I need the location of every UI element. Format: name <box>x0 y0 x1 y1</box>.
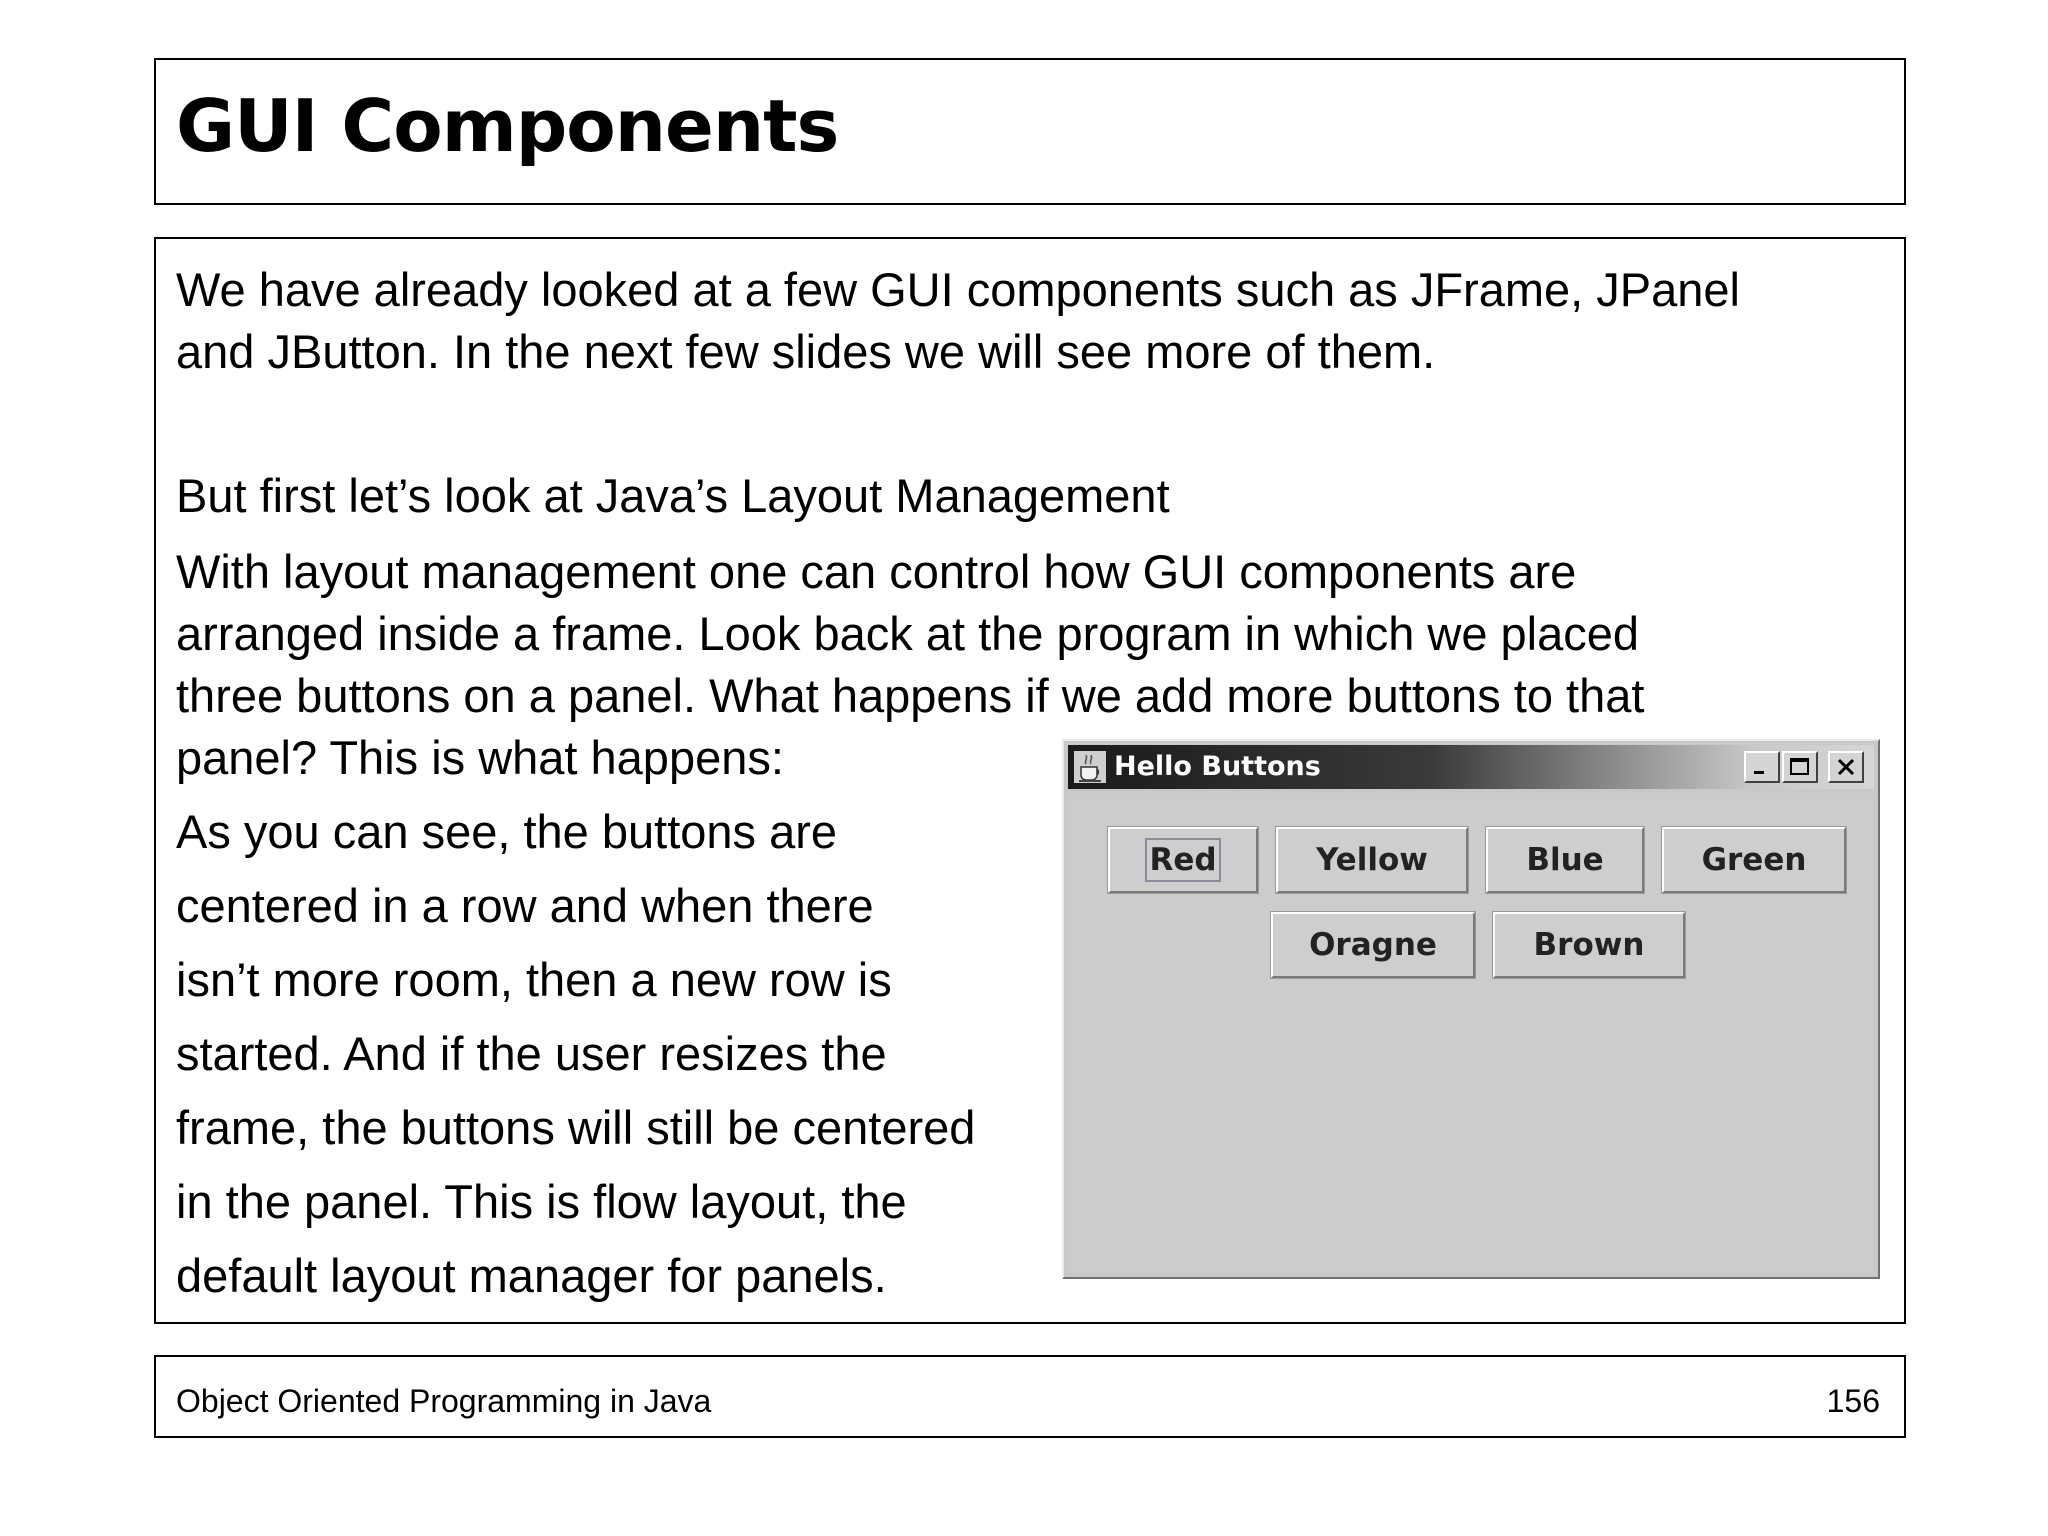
window-titlebar[interactable] <box>1068 745 1874 789</box>
slide-title: GUI Components <box>176 84 839 168</box>
body-text-line: and JButton. In the next few slides we will see more of them. <box>176 325 1436 378</box>
red-button[interactable]: Red <box>1108 827 1258 893</box>
body-text-line: With layout management one can control how GUI components are <box>176 545 1577 598</box>
body-text-line: frame, the buttons will still be centered <box>176 1101 976 1154</box>
close-icon <box>1834 756 1858 778</box>
yellow-button[interactable]: Yellow <box>1276 827 1468 893</box>
blue-button[interactable]: Blue <box>1486 827 1644 893</box>
close-button[interactable] <box>1828 751 1864 783</box>
body-text-line: panel? This is what happens: <box>176 731 784 784</box>
maximize-icon <box>1788 756 1812 778</box>
body-text-line: default layout manager for panels. <box>176 1249 887 1302</box>
minimize-icon <box>1750 756 1774 778</box>
body-text-line: three buttons on a panel. What happens if we add more buttons to that <box>176 669 1645 722</box>
minimize-button[interactable] <box>1744 751 1780 783</box>
body-text-line: centered in a row and when there <box>176 879 874 932</box>
body-text-line: But first let’s look at Java’s Layout Management <box>176 469 1170 522</box>
body-text-line: arranged inside a frame. Look back at the program in which we placed <box>176 607 1640 660</box>
green-button[interactable]: Green <box>1662 827 1846 893</box>
slide-footer <box>154 1355 1906 1438</box>
body-text-line: started. And if the user resizes the <box>176 1027 887 1080</box>
body-text-line: in the panel. This is flow layout, the <box>176 1175 907 1228</box>
java-cup-icon <box>1074 751 1106 783</box>
window-title: Hello Buttons <box>1114 751 1321 782</box>
orange-button[interactable]: Oragne <box>1271 912 1475 978</box>
body-text-line: We have already looked at a few GUI components such as JFrame, JPanel <box>176 263 1740 316</box>
slide-title-box <box>154 58 1906 205</box>
brown-button[interactable]: Brown <box>1493 912 1685 978</box>
footer-page-number: 156 <box>1826 1383 1880 1419</box>
footer-course-title: Object Oriented Programming in Java <box>176 1383 712 1419</box>
body-text-line: isn’t more room, then a new row is <box>176 953 892 1006</box>
maximize-button[interactable] <box>1782 751 1818 783</box>
hello-buttons-window <box>1062 739 1880 1279</box>
button-panel <box>1068 793 1874 1273</box>
body-text-line: As you can see, the buttons are <box>176 805 838 858</box>
